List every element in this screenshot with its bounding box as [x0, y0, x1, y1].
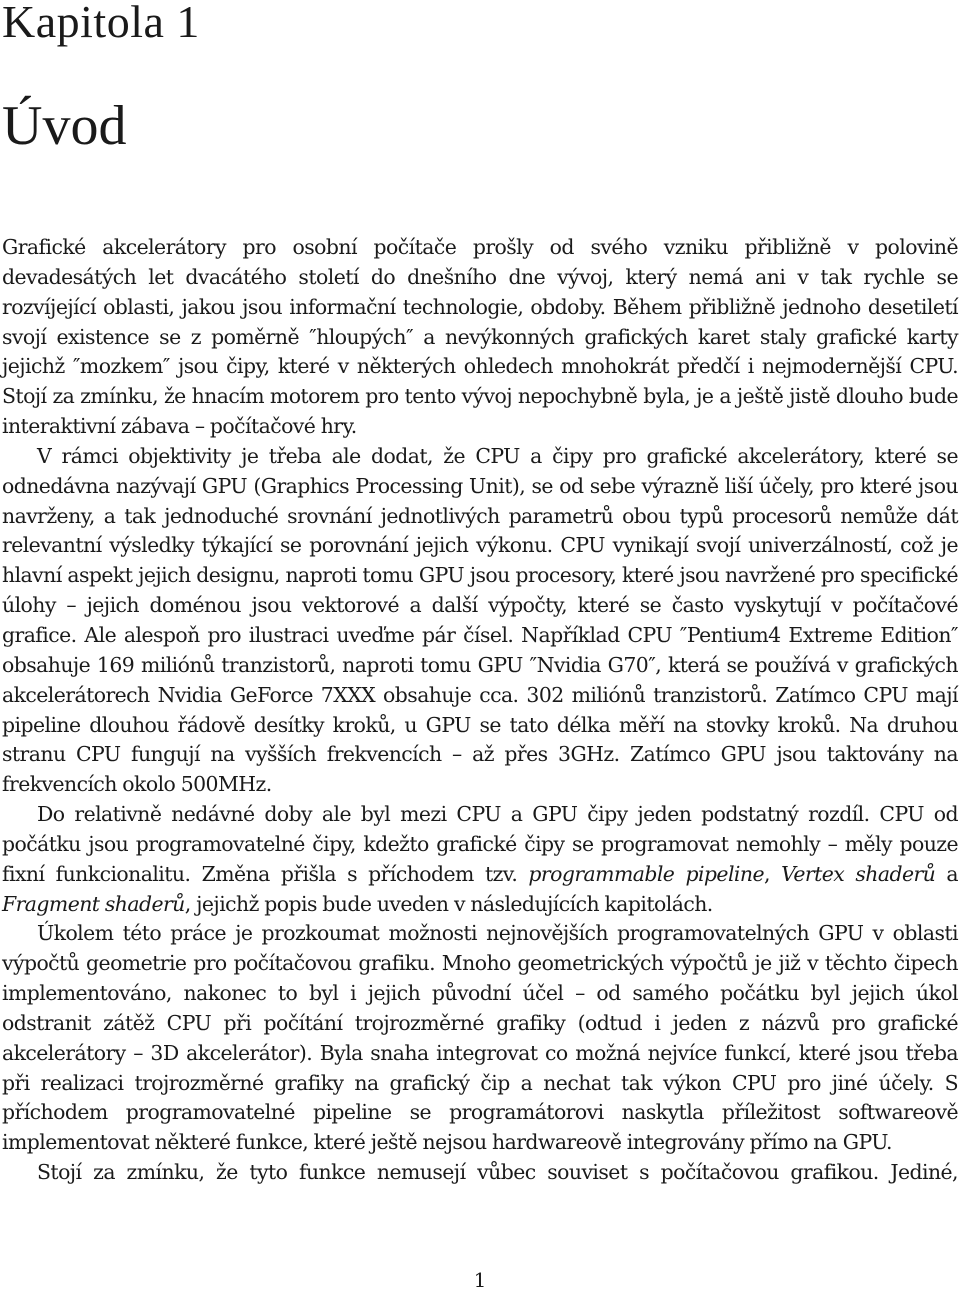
page-number: 1	[473, 1268, 487, 1292]
paragraph-text-segment: ,	[764, 861, 782, 886]
paragraph-continuation: Stojí za zmínku, že tyto funkce nemusejí vůbec souviset s počítačovou grafikou. Jediné,	[37, 1160, 958, 1185]
paragraph-text-segment: Do relativně nedávné doby ale byl mezi CPU a GPU čipy jeden podstatný rozdíl. CPU od počátku jsou programovatelné čipy, kdežto grafické čipy se programovat nemohly – měly pouze fixní funkcionalitu. Změna přišla s příchodem tzv.	[2, 802, 958, 886]
paragraph-intro: Grafické akcelerátory pro osobní počítače prošly od svého vzniku přibližně v polovině devadesátých let dvacátého století do dnešního dne vývoj, který nemá ani v tak rychle se rozvíjející oblasti, jakou jsou informační technologie, obdoby. Během přibližně jednoho desetiletí svojí existence se z poměrně ″hloupých″ a nevýkonných grafických karet staly grafické karty jejichž ″mozkem″ jsou čipy, které v některých ohledech mnohokrát předčí i nejmodernější CPU. Stojí za zmínku, že hnacím motorem pro tento vývoj nepochybně byla, je a ještě jistě dlouho bude interaktivní zábava – počítačové hry.	[2, 235, 958, 439]
paragraph-cpu-gpu-comparison: V rámci objektivity je třeba ale dodat, že CPU a čipy pro grafické akcelerátory, které se odnedávna nazývají GPU (Graphics Processing Unit), se od sebe výrazně liší účely, pro které jsou navrženy, a tak jednoduché srovnání jednotlivých parametrů obou typů procesorů nemůže dát relevantní výsledky týkající se porovnání jejich výkonu. CPU vynikají svojí univerzálností, což je hlavní aspekt jejich designu, naproti tomu GPU jsou procesory, které jsou navržené pro specifické úlohy – jejich doménou jsou vektorové a další výpočty, které se často vyskytují v počítačové grafice. Ale alespoň pro ilustraci uveďme pár čísel. Například CPU ″Pentium4 Extreme Edition″ obsahuje 169 miliónů tranzistorů, naproti tomu GPU ″Nvidia G70″, která se používá v grafických akcelerátorech Nvidia GeForce 7XXX obsahuje cca. 302 miliónů tranzistorů. Zatímco CPU mají pipeline dlouhou řádově desítky kroků, u GPU se tato délka měří na stovky kroků. Na druhou stranu CPU fungují na vyšších frekvencích – až přes 3GHz. Zatímco GPU jsou taktovány na frekvencích okolo 500MHz.	[2, 443, 958, 797]
chapter-label: Kapitola 1	[2, 0, 200, 47]
paragraph-text-segment: a	[935, 861, 958, 886]
chapter-title: Úvod	[2, 95, 127, 157]
paragraph-text-segment: , jejichž popis bude uveden v následujících kapitolách.	[184, 891, 713, 916]
paragraph-programmable-pipeline	[2, 800, 958, 919]
term-vertex-shaders: Vertex shaderů	[781, 861, 936, 886]
term-fragment-shaders: Fragment shaderů	[2, 891, 185, 916]
paragraph-thesis-goal: Úkolem této práce je prozkoumat možnosti nejnovějších programovatelných GPU v oblasti výpočtů geometrie pro počítačovou grafiku. Mnoho geometrických výpočtů je již v těchto čipech implementováno, nakonec to byl i jejich původní účel – od samého počátku byl jejich úkol odstranit zátěž CPU při počítání trojrozměrné grafiky (odtud i jeden z názvů pro grafické akcelerátory – 3D akcelerátor). Byla snaha integrovat co možná nejvíce funkcí, které jsou třeba při realizaci trojrozměrné grafiky na grafický čip a nechat tak výkon CPU pro jiné účely. S příchodem programovatelné pipeline se programátorovi naskytla příležitost softwareově implementovat některé funkce, které ještě nejsou hardwareově integrovány přímo na GPU.	[2, 921, 958, 1155]
term-programmable-pipeline: programmable pipeline	[528, 861, 764, 886]
body-text	[2, 233, 958, 1188]
